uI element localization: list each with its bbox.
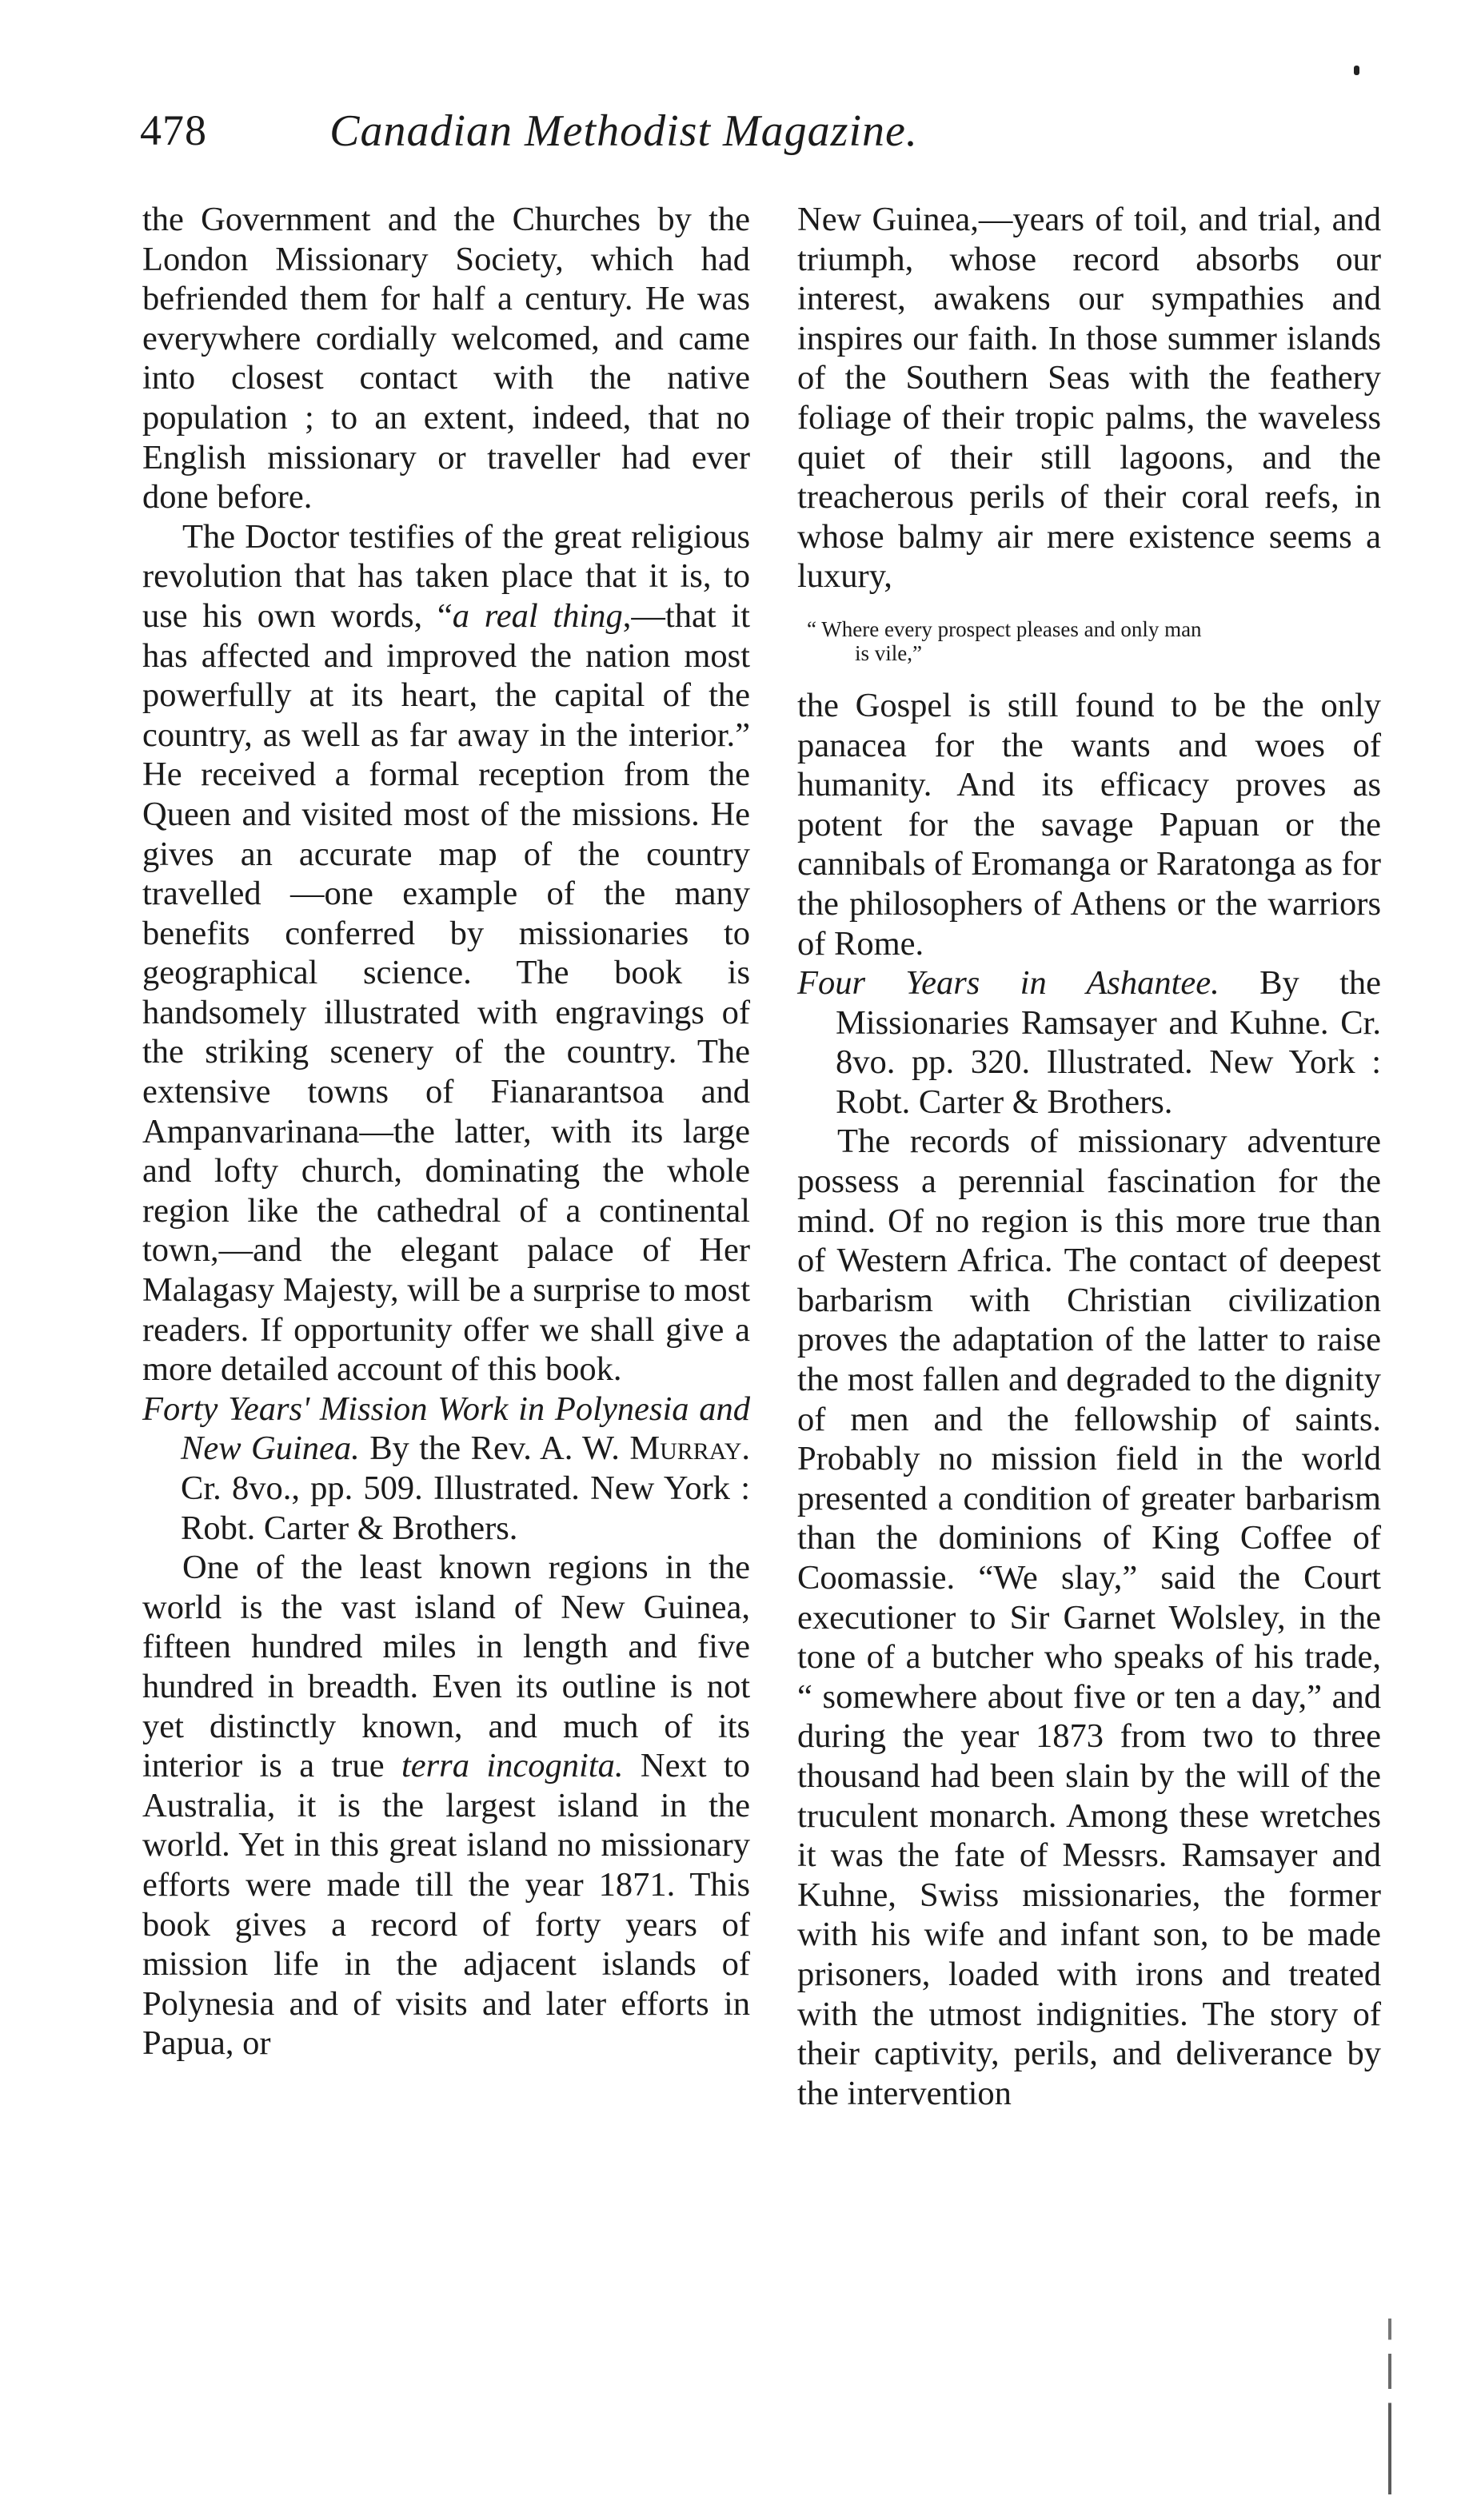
paragraph: [142, 517, 750, 1390]
quote-line: is vile,”: [855, 640, 922, 665]
italic-phrase: terra incognita.: [401, 1747, 624, 1785]
book-notice-heading: [142, 1390, 750, 1548]
ink-speck: [1354, 66, 1359, 75]
book-author: Murray.: [629, 1429, 751, 1468]
italic-phrase: a real thing: [452, 596, 623, 635]
right-column: [797, 200, 1381, 2113]
paragraph: [142, 1548, 750, 2063]
paragraph: the Gospel is still found to be the only panacea for the wants and woes of humanity. And its efficacy proves as potent for the savage Papuan or the cannibals of Eromanga or Raratonga as for the philosophers of Athens or the warriors of Rome.: [797, 686, 1381, 963]
quote-line: “ Where every prospect pleases and only man: [807, 616, 1202, 641]
paragraph: New Guinea,—years of toil, and trial, and triumph, whose record absorbs our interest, awakens our sympathies and inspires our faith. In those summer islands of the Southern Seas with the feathery foliage of their tropic palms, the waveless quiet of their still lagoons, and the treacherous perils of their coral reefs, in whose balmy air mere existence seems a luxury,: [797, 201, 1381, 596]
page-header: [140, 106, 1108, 177]
text-run: By the Rev. A. W.: [359, 1429, 630, 1468]
block-quote: [797, 617, 1381, 665]
book-title: Four Years in Ashantee.: [797, 964, 1219, 1003]
book-details: Cr. 8vo., pp. 509. Illustrated. New York : Robt. Carter & Brothers.: [181, 1469, 750, 1547]
paragraph: the Government and the Churches by the London Missionary Society, which had befriended them for half a century. He was everywhere cordially welcomed, and came into closest contact with the native population ; to an extent, indeed, that no English missionary or traveller had ever done before.: [142, 201, 750, 516]
paragraph: The records of missionary adventure possess a perennial fascination for the mind. Of no region is this more true than of Western Africa. The contact of deepest barbarism with Christian civilization proves the adaptation of the latter to raise the most fallen and degraded to the dignity of men and the fellowship of saints. Probably no mission field in the world presented a condition of greater barbarism than the dominions of King Coffee of Coomassie. “We slay,” said the Court executioner to Sir Garnet Wolsley, in the tone of a butcher who speaks of his trade, “ somewhere about five or ten a day,” and during the year 1873 from two to three thousand had been slain by the will of the truculent monarch. Among these wretches it was the fate of Messrs. Ramsayer and Kuhne, Swiss missionaries, the former with his wife and infant son, to be made prisoners, loaded with irons and treated with the utmost indignities. The story of their captivity, perils, and deliverance by the intervention: [797, 1122, 1381, 2112]
book-details: By the Missionaries Ramsayer and Kuhne. Cr. 8vo. pp. 320. Illustrated. New York : Robt. Carter & Brothers.: [836, 964, 1381, 1121]
page-number: 478: [140, 106, 207, 154]
text-run: The Doctor testifies of the great religious revolution that has taken place that it is, to use his own words, “: [142, 517, 750, 635]
book-notice-heading: [797, 963, 1381, 1122]
book-title: Forty Years' Mission Work in Polynesia and New Guinea.: [142, 1390, 750, 1468]
page-edge-mark: [1388, 2319, 1391, 2494]
text-run: Next to Australia, it is the largest island in the world. Yet in this great island no missionary efforts were made till the year 1871. This book gives a record of forty years of mission life in the adjacent islands of Polynesia and of visits and later efforts in Papua, or: [142, 1747, 750, 2063]
running-title: Canadian Methodist Magazine.: [329, 106, 918, 156]
left-column: [142, 200, 750, 2063]
text-run: ,—that it has affected and improved the nation most powerfully at its heart, the capital of the country, as well as far away in the interior.” He received a formal reception from the Queen and visited most of the missions. He gives an accurate map of the country travelled —one example of the many benefits conferred by missionaries to geographical science. The book is handsomely illustrated with engravings of the striking scenery of the country. The extensive towns of Fianarantsoa and Ampanvarinana—the latter, with its large and lofty church, dominating the whole region like the cathedral of a continental town,—and the elegant palace of Her Malagasy Majesty, will be a surprise to most readers. If opportunity offer we shall give a more detailed account of this book.: [142, 596, 750, 1389]
text-run: One of the least known regions in the world is the vast island of New Guinea, fifteen hundred miles in length and five hundred in breadth. Even its outline is not yet distinctly known, and much of its interior is a true: [142, 1549, 750, 1785]
